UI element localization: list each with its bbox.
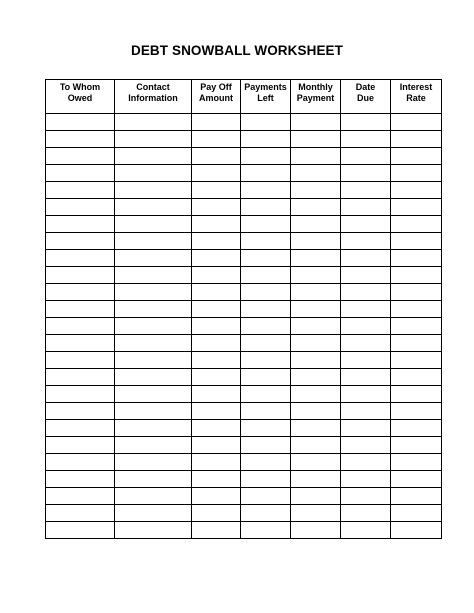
table-cell — [46, 131, 115, 148]
table-cell — [46, 233, 115, 250]
column-header-line: Amount — [199, 93, 233, 103]
table-cell — [391, 369, 442, 386]
table-cell — [192, 165, 241, 182]
table-cell — [291, 318, 341, 335]
table-cell — [46, 165, 115, 182]
table-row — [46, 420, 442, 437]
table-cell — [291, 216, 341, 233]
table-cell — [291, 420, 341, 437]
table-cell — [341, 216, 391, 233]
table-cell — [241, 165, 291, 182]
table-row — [46, 318, 442, 335]
table-cell — [192, 488, 241, 505]
table-cell — [291, 301, 341, 318]
table-cell — [291, 284, 341, 301]
table-cell — [241, 505, 291, 522]
table-row — [46, 216, 442, 233]
table-cell — [46, 182, 115, 199]
column-header-monthly-payment — [291, 80, 341, 114]
table-cell — [46, 301, 115, 318]
table-cell — [341, 522, 391, 539]
table-cell — [241, 131, 291, 148]
table-cell — [192, 335, 241, 352]
table-cell — [341, 471, 391, 488]
column-header-line: Due — [356, 93, 374, 103]
table-cell — [291, 488, 341, 505]
column-header-date-due — [341, 80, 391, 114]
table-cell — [115, 437, 192, 454]
table-cell — [241, 488, 291, 505]
table-cell — [291, 267, 341, 284]
table-cell — [115, 454, 192, 471]
column-header-line: Rate — [406, 93, 426, 103]
column-header-pay-off-amount — [192, 80, 241, 114]
column-header-interest-rate — [391, 80, 442, 114]
table-cell — [192, 369, 241, 386]
table-cell — [341, 454, 391, 471]
table-cell — [341, 386, 391, 403]
table-cell — [241, 352, 291, 369]
column-header-line: Owed — [67, 93, 93, 103]
table-cell — [341, 505, 391, 522]
table-cell — [241, 437, 291, 454]
table-cell — [391, 199, 442, 216]
table-cell — [291, 352, 341, 369]
table-cell — [241, 216, 291, 233]
table-cell — [192, 199, 241, 216]
table-cell — [115, 233, 192, 250]
column-header-line: Left — [257, 93, 274, 103]
table-cell — [192, 301, 241, 318]
table-cell — [291, 114, 341, 131]
table-cell — [391, 454, 442, 471]
table-cell — [241, 267, 291, 284]
table-cell — [391, 301, 442, 318]
table-cell — [46, 318, 115, 335]
table-cell — [241, 199, 291, 216]
table-cell — [391, 403, 442, 420]
table-cell — [291, 437, 341, 454]
table-row — [46, 114, 442, 131]
table-cell — [341, 250, 391, 267]
worksheet-body — [46, 114, 442, 539]
table-cell — [46, 250, 115, 267]
table-cell — [192, 131, 241, 148]
table-cell — [192, 522, 241, 539]
table-cell — [291, 182, 341, 199]
table-cell — [291, 505, 341, 522]
table-cell — [46, 403, 115, 420]
table-cell — [341, 233, 391, 250]
table-cell — [46, 352, 115, 369]
table-cell — [341, 131, 391, 148]
table-cell — [192, 505, 241, 522]
table-row — [46, 148, 442, 165]
table-cell — [241, 522, 291, 539]
column-header-line: Date — [355, 82, 376, 92]
table-cell — [192, 148, 241, 165]
table-row — [46, 335, 442, 352]
page-title: DEBT SNOWBALL WORKSHEET — [130, 43, 344, 58]
table-cell — [291, 403, 341, 420]
table-cell — [46, 420, 115, 437]
table-cell — [192, 216, 241, 233]
table-cell — [341, 114, 391, 131]
table-cell — [241, 250, 291, 267]
table-cell — [192, 233, 241, 250]
table-cell — [241, 403, 291, 420]
column-header-line: Information — [128, 93, 178, 103]
table-cell — [341, 369, 391, 386]
table-cell — [115, 386, 192, 403]
table-cell — [192, 403, 241, 420]
column-header-payments-left — [241, 80, 291, 114]
table-cell — [192, 471, 241, 488]
table-cell — [391, 182, 442, 199]
table-cell — [341, 335, 391, 352]
column-header-line: Contact — [136, 82, 170, 92]
table-cell — [291, 522, 341, 539]
table-cell — [46, 267, 115, 284]
table-row — [46, 250, 442, 267]
table-cell — [115, 114, 192, 131]
table-cell — [391, 335, 442, 352]
column-header-line: Pay Off — [200, 82, 232, 92]
table-cell — [241, 471, 291, 488]
table-cell — [115, 250, 192, 267]
table-cell — [192, 267, 241, 284]
table-cell — [341, 318, 391, 335]
table-cell — [192, 284, 241, 301]
table-cell — [192, 114, 241, 131]
table-cell — [46, 148, 115, 165]
table-cell — [241, 454, 291, 471]
table-cell — [291, 471, 341, 488]
table-cell — [241, 284, 291, 301]
table-row — [46, 284, 442, 301]
table-cell — [115, 199, 192, 216]
table-cell — [341, 284, 391, 301]
table-row — [46, 471, 442, 488]
table-row — [46, 131, 442, 148]
table-cell — [115, 267, 192, 284]
table-cell — [341, 437, 391, 454]
table-cell — [391, 352, 442, 369]
table-cell — [192, 454, 241, 471]
table-cell — [115, 522, 192, 539]
column-header-line: Payments — [244, 82, 287, 92]
table-cell — [391, 386, 442, 403]
table-cell — [46, 369, 115, 386]
column-header-to-whom-owed — [46, 80, 115, 114]
table-row — [46, 505, 442, 522]
table-cell — [241, 114, 291, 131]
table-row — [46, 437, 442, 454]
table-row — [46, 386, 442, 403]
table-row — [46, 403, 442, 420]
table-cell — [291, 131, 341, 148]
table-cell — [291, 199, 341, 216]
table-cell — [291, 369, 341, 386]
table-cell — [291, 386, 341, 403]
table-cell — [241, 386, 291, 403]
table-cell — [391, 420, 442, 437]
table-cell — [291, 148, 341, 165]
table-cell — [291, 250, 341, 267]
table-cell — [192, 437, 241, 454]
table-row — [46, 488, 442, 505]
column-header-line: Monthly — [298, 82, 333, 92]
table-cell — [115, 471, 192, 488]
table-cell — [341, 199, 391, 216]
table-cell — [46, 216, 115, 233]
table-cell — [46, 114, 115, 131]
table-cell — [115, 505, 192, 522]
column-header-line: Payment — [296, 93, 335, 103]
table-cell — [391, 233, 442, 250]
table-cell — [341, 182, 391, 199]
table-cell — [192, 318, 241, 335]
table-cell — [341, 301, 391, 318]
table-cell — [115, 403, 192, 420]
table-row — [46, 352, 442, 369]
table-cell — [391, 250, 442, 267]
table-cell — [115, 182, 192, 199]
table-cell — [341, 165, 391, 182]
table-cell — [115, 369, 192, 386]
table-cell — [115, 488, 192, 505]
table-cell — [46, 505, 115, 522]
table-cell — [391, 318, 442, 335]
table-cell — [291, 233, 341, 250]
table-cell — [192, 386, 241, 403]
table-cell — [115, 335, 192, 352]
table-cell — [46, 488, 115, 505]
column-header-contact-information — [115, 80, 192, 114]
table-cell — [341, 148, 391, 165]
table-cell — [391, 165, 442, 182]
table-row — [46, 199, 442, 216]
table-cell — [192, 182, 241, 199]
table-cell — [341, 352, 391, 369]
table-cell — [192, 250, 241, 267]
table-cell — [391, 471, 442, 488]
table-cell — [341, 267, 391, 284]
table-cell — [391, 216, 442, 233]
table-cell — [115, 318, 192, 335]
table-cell — [341, 488, 391, 505]
table-cell — [291, 165, 341, 182]
table-cell — [46, 335, 115, 352]
table-cell — [241, 420, 291, 437]
table-cell — [241, 301, 291, 318]
table-cell — [46, 199, 115, 216]
table-cell — [192, 352, 241, 369]
table-row — [46, 369, 442, 386]
table-row — [46, 522, 442, 539]
debt-worksheet-table — [45, 79, 442, 539]
table-cell — [241, 369, 291, 386]
table-cell — [391, 148, 442, 165]
table-cell — [115, 301, 192, 318]
table-cell — [115, 148, 192, 165]
table-cell — [46, 437, 115, 454]
table-cell — [241, 233, 291, 250]
table-cell — [115, 216, 192, 233]
table-row — [46, 233, 442, 250]
table-row — [46, 454, 442, 471]
table-cell — [391, 267, 442, 284]
table-cell — [115, 165, 192, 182]
table-cell — [115, 352, 192, 369]
table-row — [46, 267, 442, 284]
table-cell — [46, 284, 115, 301]
table-cell — [391, 284, 442, 301]
table-row — [46, 182, 442, 199]
table-cell — [46, 522, 115, 539]
table-row — [46, 165, 442, 182]
table-cell — [391, 505, 442, 522]
table-cell — [391, 522, 442, 539]
table-cell — [341, 403, 391, 420]
table-cell — [46, 386, 115, 403]
table-row — [46, 301, 442, 318]
table-cell — [391, 131, 442, 148]
table-cell — [391, 114, 442, 131]
column-header-line: To Whom — [59, 82, 101, 92]
table-cell — [115, 131, 192, 148]
table-cell — [192, 420, 241, 437]
column-header-line: Interest — [399, 82, 433, 92]
table-cell — [46, 454, 115, 471]
table-cell — [46, 471, 115, 488]
table-cell — [241, 335, 291, 352]
table-cell — [115, 420, 192, 437]
header-row — [46, 80, 442, 114]
table-cell — [391, 437, 442, 454]
table-cell — [241, 318, 291, 335]
table-cell — [391, 488, 442, 505]
table-cell — [291, 454, 341, 471]
table-cell — [341, 420, 391, 437]
table-cell — [115, 284, 192, 301]
table-cell — [241, 148, 291, 165]
table-cell — [241, 182, 291, 199]
table-cell — [291, 335, 341, 352]
